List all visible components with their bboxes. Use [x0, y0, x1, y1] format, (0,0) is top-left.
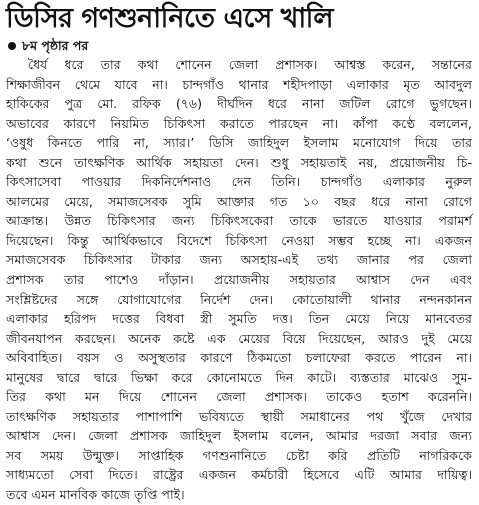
body-line: অভাবের কারণে নিয়মিত চিকিৎসা করাতে পারছেন না। কাঁপা কণ্ঠে বললেন, — [6, 115, 472, 131]
body-line: কিৎসাসেবা পাওয়ার দিকনির্দেশনাও দেন তিনি। চান্দগাঁও এলাকার নুরুল — [6, 174, 472, 190]
continuation-label: ৮ম পৃষ্ঠার পর — [22, 38, 89, 53]
bullet-icon — [8, 42, 16, 50]
body-line: দিয়েছেন। কিন্তু আর্থিকভাবে বিদেশে চিকিৎসা নেওয়া সম্ভব হচ্ছে না। একজন — [6, 232, 472, 248]
body-line: হাকিকের পুত্র মো. রফিক (৭৬) দীর্ঘদিন ধরে নানা জটিল রোগে ভুগছেন। — [6, 96, 472, 112]
body-line: সংশ্লিষ্টদের সঙ্গে যোগাযোগের নির্দেশ দেন। কোতোয়ালী থানার নন্দনকানন — [6, 291, 472, 307]
body-line: তবে এমন মানবিক কাজে তৃপ্তি পাই। — [6, 487, 185, 503]
body-line: অবিবাহিত। বয়স ও অসুস্থতার কারণে ঠিকমতো চলাফেরা করতে পারেন না। — [6, 350, 472, 366]
body-line: প্রশাসক তার পাশেও দাঁড়ান। প্রয়োজনীয় সহায়তার আশ্বাস দেন এবং — [6, 272, 472, 288]
continuation-note — [8, 38, 88, 54]
body-line: আশ্বাস দেন। জেলা প্রশাসক জাহিদুল ইসলাম বলেন, আমার দরজা সবার জন্য — [6, 428, 472, 444]
body-line: জীবনযাপন করছেন। অনেক কষ্টে এক মেয়ের বিয়ে দিয়েছেন, আরও দুই মেয়ে — [6, 330, 472, 346]
body-line: এলাকার হরিপদ দত্তের বিধবা স্ত্রী সুমতি দত্ত। তিন মেয়ে নিয়ে মানবেতর — [6, 311, 472, 327]
body-line: ‘ওষুধ কিনতে পারি না, স্যার।’ ডিসি জাহিদুল ইসলাম মনোযোগ দিয়ে তার — [6, 135, 472, 151]
body-line: সমাজসেবক চিকিৎসার টাকার জন্য অসহায়-এই তথ্য জানার পর জেলা — [6, 252, 472, 268]
body-line: তাৎক্ষণিক সহায়তার পাশাপাশি ভবিষ্যতে স্থায়ী সমাধানের পথ খুঁজে দেখার — [6, 408, 472, 424]
body-line: শিক্ষাজীবন থেমে যাবে না। চান্দগাঁও থানার শহীদপাড়া এলাকার মৃত আবদুল — [6, 76, 472, 92]
body-line: মানুষের দ্বারে দ্বারে ভিক্ষা করে কোনোমতে দিন কাটে। ব্যস্ততার মাঝেও সুম- — [6, 369, 472, 385]
body-line: তির কথা মন দিয়ে শোনেন জেলা প্রশাসক। তাকেও হতাশ করেননি। — [6, 389, 472, 405]
body-line: সাধ্যমতো সেবা দিতে। রাষ্ট্রের একজন কর্মচারী হিসেবে এটি আমার দায়িত্ব। — [6, 467, 472, 483]
body-line: কথা শুনে তাৎক্ষণিক আর্থিক সহায়তা দেন। শুধু সহায়তাই নয়, প্রয়োজনীয় চি- — [6, 154, 472, 170]
body-line: সব সময় উন্মুক্ত। সাপ্তাহিক গণশুনানিতে চেষ্টা করি প্রতিটি নাগরিককে — [6, 447, 472, 463]
body-line: আক্রান্ত। উন্নত চিকিৎসার জন্য চিকিৎসকেরা তাকে ভারতে যাওয়ার পরামর্শ — [6, 213, 472, 229]
body-line: ধৈর্য ধরে তার কথা শোনেন জেলা প্রশাসক। আশ্বস্ত করেন, সন্তানের — [28, 57, 472, 72]
headline: ডিসির গণশুনানিতে এসে খালি — [6, 3, 333, 34]
body-line: আলমের মেয়ে, সমাজসেবক সুমি আক্তার গত ১০ বছর ধরে নানা রোগে — [6, 193, 472, 209]
article-body — [6, 55, 472, 505]
